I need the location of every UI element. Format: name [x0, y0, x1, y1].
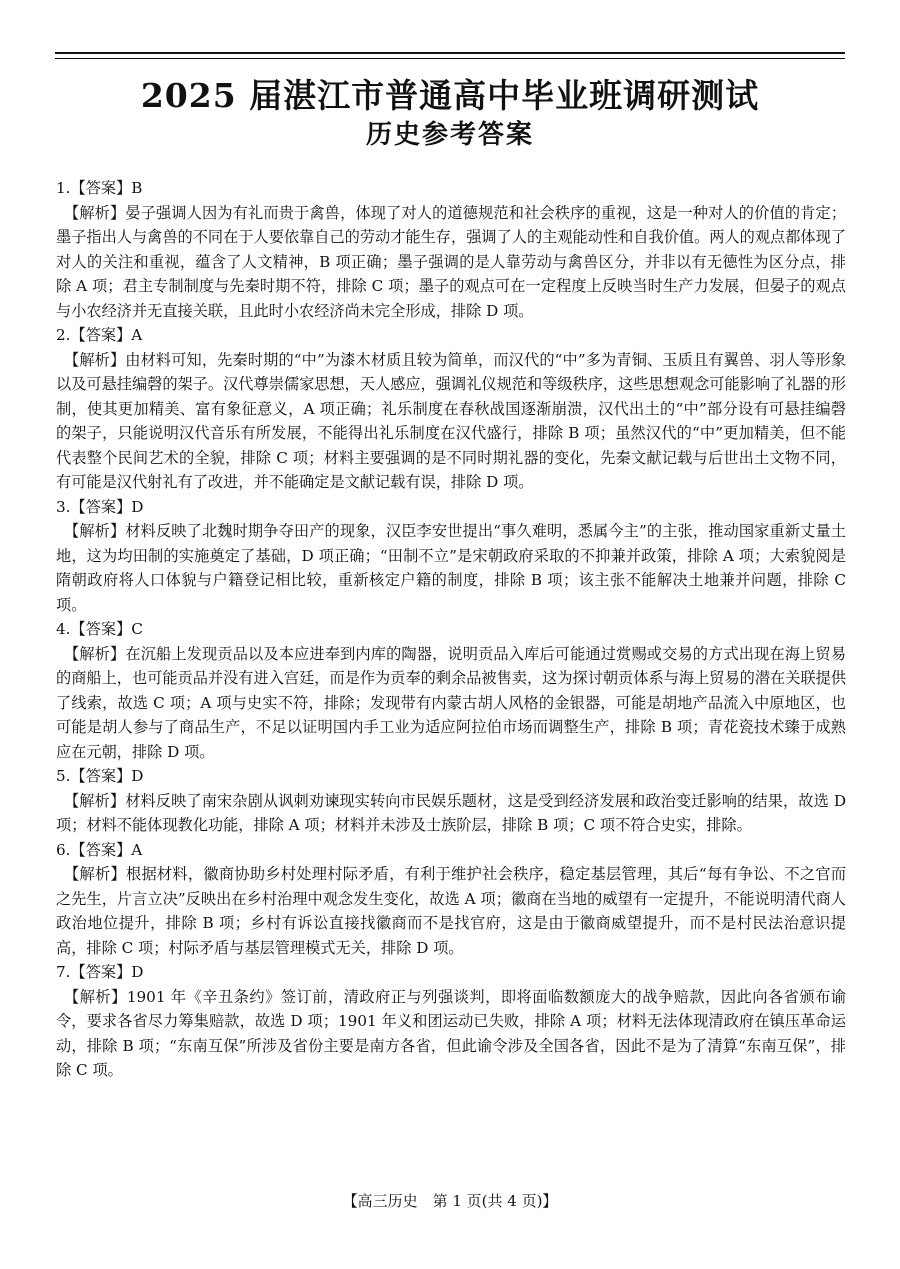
question-item: [56, 617, 846, 764]
answer-line: [56, 323, 846, 348]
analysis-label: 【解析】: [64, 865, 126, 883]
answer-value: D: [131, 963, 144, 981]
analysis-label: 【解析】: [64, 522, 126, 540]
answer-value: D: [131, 497, 144, 516]
page-title: 2025 届湛江市普通高中毕业班调研测试: [140, 76, 760, 115]
analysis-body: 由材料可知，先秦时期的“中”为漆木材质且较为简单，而汉代的“中”多为青铜、玉质且有翼兽、羽人等形象以及可悬挂编磬的架子。汉代尊崇儒家思想，天人感应，强调礼仪规范和等级秩序，这些思想观念可能影响了礼器的形制，使其更加精美、富有象征意义，A 项正确；礼乐制度在春秋战国逐渐崩溃，汉代出土的“中”部分设有可悬挂编磬的架子，只能说明汉代音乐有所发展，不能得出礼乐制度在汉代盛行，排除 B 项；虽然汉代的“中”更加精美，但不能代表整个民间艺术的全貌，排除 C 项；材料主要强调的是不同时期礼器的变化，先秦文献记载与后世出土文物不同，有可能是汉代射礼有了改进，并不能确定是文献记载有误，排除 D 项。: [56, 350, 847, 491]
answer-line: [56, 838, 846, 863]
answer-line: [56, 764, 846, 789]
question-item: [56, 495, 846, 618]
analysis-label: 【解析】: [64, 644, 126, 663]
answer-label: 【答案】: [70, 179, 132, 197]
question-item: [56, 764, 846, 838]
analysis-text: [56, 862, 846, 960]
answer-label: 【答案】: [70, 840, 132, 859]
page-footer: 【高三历史 第 1 页(共 4 页)】: [342, 1192, 558, 1210]
question-number: 1.: [56, 179, 71, 197]
answer-value: A: [131, 326, 143, 344]
analysis-label: 【解析】: [64, 987, 127, 1006]
answer-label: 【答案】: [70, 326, 132, 344]
question-number: 5.: [56, 767, 71, 785]
page-subtitle: 历史参考答案: [365, 120, 534, 150]
analysis-label: 【解析】: [64, 791, 126, 810]
analysis-body: 在沉船上发现贡品以及本应进奉到内库的陶器，说明贡品入库后可能通过赏赐或交易的方式出现在海上贸易的商船上，也可能贡品并没有进入宫廷，而是作为贡奉的剩余品被售卖，这为探讨朝贡体系与海上贸易的潜在关联提供了线索，故选 C 项；A 项与史实不符，排除；发现带有内蒙古胡人风格的金银器，可能是胡地产品流入中原地区，也可能是胡人参与了商品生产，不足以证明国内手工业为适应阿拉伯市场而调整生产，排除 B 项；青花瓷技术臻于成熟应在元朝，排除 D 项。: [56, 644, 847, 761]
answer-line: [56, 495, 846, 520]
analysis-text: [56, 519, 846, 617]
analysis-text: [56, 985, 846, 1083]
top-rule-thin: [55, 58, 845, 59]
question-item: [56, 323, 846, 495]
answer-line: [56, 176, 846, 201]
top-rule: [55, 52, 845, 54]
answer-label: 【答案】: [70, 767, 132, 785]
question-number: 6.: [56, 840, 71, 859]
question-number: 7.: [56, 963, 71, 981]
question-item: [56, 176, 846, 323]
answer-list: [56, 176, 846, 1083]
analysis-body: 材料反映了南宋杂剧从讽刺劝谏现实转向市民娱乐题材，这是受到经济发展和政治变迁影响的结果，故选 D 项；材料不能体现教化功能，排除 A 项；材料并未涉及士族阶层，排除 B 项；C 项不符合史实，排除。: [56, 791, 847, 834]
answer-value: B: [131, 179, 143, 197]
analysis-body: 晏子强调人因为有礼而贵于禽兽，体现了对人的道德规范和社会秩序的重视，这是一种对人的价值的肯定；墨子指出人与禽兽的不同在于人要依靠自己的劳动才能生存，强调了人的主观能动性和自我价值。两人的观点都体现了对人的关注和重视，蕴含了人文精神，B 项正确；墨子强调的是人靠劳动与禽兽区分，并非以有无德性为区分点，排除 A 项；君主专制制度与先秦时期不符，排除 C 项；墨子的观点可在一定程度上反映当时生产力发展，但晏子的观点与小农经济并无直接关联，且此时小农经济尚未完全形成，排除 D 项。: [56, 203, 847, 320]
analysis-body: 根据材料，徽商协助乡村处理村际矛盾，有利于维护社会秩序，稳定基层管理，其后“每有争讼、不之官而之先生，片言立决”反映出在乡村治理中观念发生变化，故选 A 项；徽商在当地的威望有一定提升，不能说明清代商人政治地位提升，排除 B 项；乡村有诉讼直接找徽商而不是找官府，这是由于徽商威望提升，而不是村民法治意识提高，排除 C 项；村际矛盾与基层管理模式无关，排除 D 项。: [56, 865, 847, 957]
analysis-text: [56, 348, 846, 495]
question-number: 3.: [56, 497, 71, 516]
analysis-text: [56, 642, 846, 765]
answer-value: D: [131, 767, 144, 785]
answer-label: 【答案】: [70, 620, 132, 638]
answer-line: [56, 617, 846, 642]
analysis-text: [56, 789, 846, 838]
answer-label: 【答案】: [70, 963, 132, 981]
question-number: 4.: [56, 620, 71, 638]
analysis-body: 材料反映了北魏时期争夺田产的现象，汉臣李安世提出“事久难明，悉属今主”的主张，推动国家重新丈量土地，这为均田制的实施奠定了基础，D 项正确；“田制不立”是宋朝政府采取的不抑兼并政策，排除 A 项；大索貌阅是隋朝政府将人口体貌与户籍登记相比较，重新核定户籍的制度，排除 B 项；该主张不能解决土地兼并问题，排除 C 项。: [56, 522, 847, 614]
analysis-body: 1901 年《辛丑条约》签订前，清政府正与列强谈判，即将面临数额庞大的战争赔款，因此向各省颁布谕令，要求各省尽力筹集赔款，故选 D 项；1901 年义和团运动已失败，排除 A 项；材料无法体现清政府在镇压革命运动，排除 B 项；“东南互保”所涉及省份主要是南方各省，但此谕令涉及全国各省，因此不是为了清算“东南互保”，排除 C 项。: [56, 987, 847, 1079]
analysis-text: [56, 201, 846, 324]
question-number: 2.: [56, 326, 71, 344]
question-item: [56, 838, 846, 961]
analysis-label: 【解析】: [64, 350, 126, 369]
question-item: [56, 960, 846, 1083]
answer-value: C: [131, 620, 143, 638]
answer-value: A: [131, 840, 143, 859]
answer-label: 【答案】: [70, 497, 132, 516]
answer-line: [56, 960, 846, 985]
analysis-label: 【解析】: [64, 203, 126, 222]
